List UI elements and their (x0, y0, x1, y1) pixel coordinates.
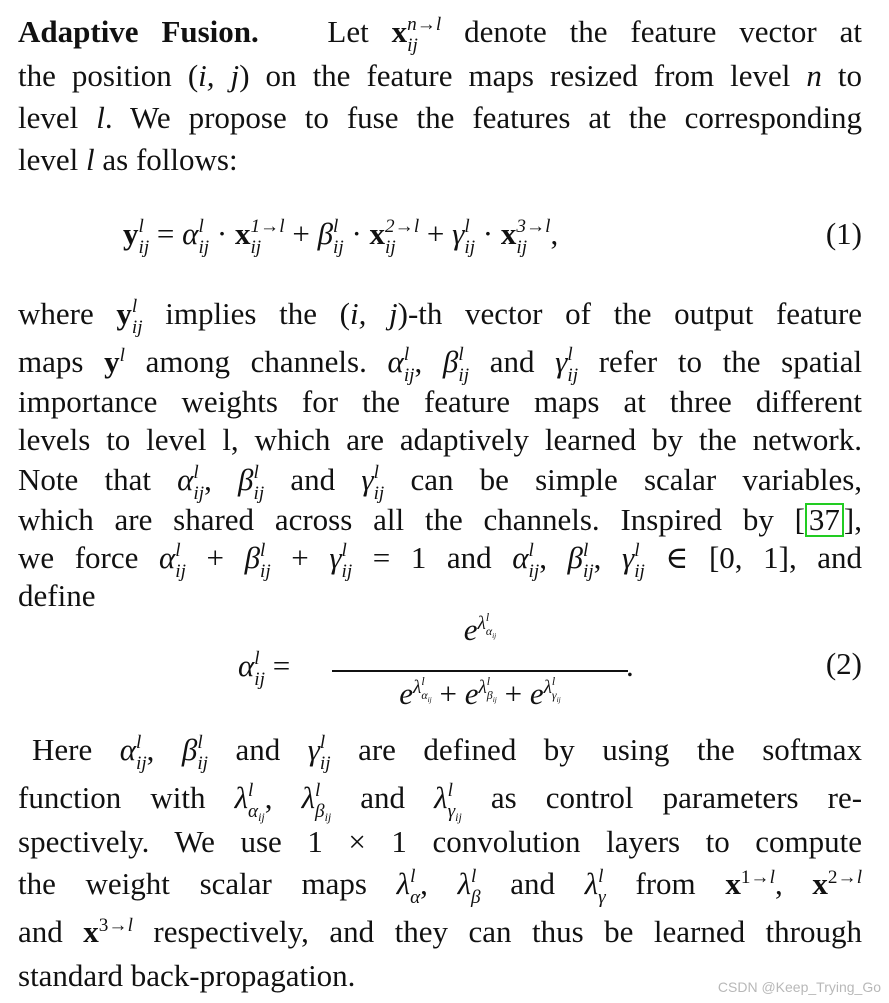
para3-line4: the weight scalar maps λ l α , λ l β and λ l γ from $x^{1\to l}$, $x^{2\to l}$ (18, 865, 863, 908)
para2-line6: which are shared across all the channels. Inspired by [ 37 ], (18, 502, 862, 537)
para1-line1: Adaptive Fusion. Let x n→l ij denote the feature vector at (18, 13, 862, 56)
para2-line2: maps $y^l$ among channels. α l ij , β l ij and γ l ij refer to the spatial (18, 343, 863, 386)
para2-line4: levels to level l, which are adaptively learned by the network. (18, 422, 862, 457)
para2-line3: importance weights for the feature maps at three different (18, 384, 862, 419)
para2-line5: Note that α l ij , β l ij and γ l ij can be simple scalar variables, (18, 461, 863, 504)
fraction-numerator: $e^{\lambda l \alpha_{ij}}$ (463, 610, 497, 647)
fraction-denominator: $e^{\lambda l \alpha_{ij}}$ + $e^{\lambda l \beta_{ij}}$ + $e^{\lambda l \gamma_{ij}}$ (399, 674, 561, 711)
equation-1-number: (1) (825, 216, 862, 251)
para3-line3: spectively. We use 1 × 1 convolution layers to compute (18, 824, 863, 859)
equation-2-fraction (330, 612, 630, 713)
para3-line1: Here α l ij , β l ij and γ l ij are defined by using the softmax (32, 731, 863, 774)
equation-2-number: (2) (825, 646, 862, 681)
para2-line8: define (18, 578, 96, 613)
section-heading: Adaptive Fusion. (18, 14, 259, 49)
para2-line7: we force α l ij + β l ij + γ l ij = 1 and α l ij , β l ij , γ l ij ∈ [0, 1], and (18, 539, 863, 582)
equation-1: y l ij = α l ij · x 1→l ij + β l ij · x 2→l ij + γ l ij · x 3→l ij , (123, 215, 559, 258)
citation-link[interactable]: 37 (805, 503, 844, 537)
para1-line2: the position (i, j) on the feature maps resized from level n to (18, 58, 863, 93)
para1-line4: level l as follows: (18, 142, 238, 177)
equation-2-period: . (626, 648, 634, 683)
equation-2-lhs: α l ij = (238, 647, 291, 690)
para2-line1: where y l ij implies the (i, j)-th vector of the output feature (18, 295, 863, 338)
para3-line6: standard back-propagation. (18, 958, 356, 993)
watermark: CSDN @Keep_Trying_Go (717, 979, 881, 995)
para1-line3: level l. We propose to fuse the features at the corresponding (18, 100, 862, 135)
para3-line5: and $x^{3\to l}$ respectively, and they can thus be learned through (18, 914, 862, 949)
para3-line2: function with λ l $\alpha_{ij}$ , λ l $\beta_{ij}$ and λ l $\gamma_{ij}$ as control parameters re- (18, 779, 863, 825)
